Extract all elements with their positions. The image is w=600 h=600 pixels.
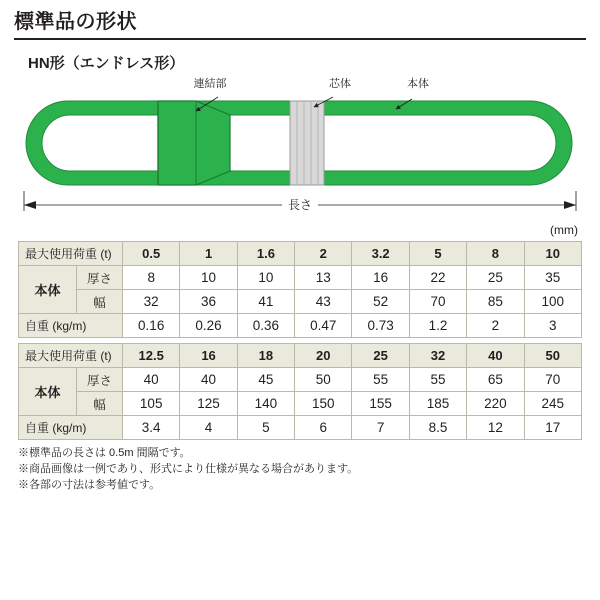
weight-cell: 0.26 bbox=[180, 314, 237, 338]
thickness-cell: 16 bbox=[352, 266, 409, 290]
table-row-capacity-2 bbox=[19, 344, 582, 368]
thickness-cell: 50 bbox=[295, 368, 352, 392]
capacity-header-2: 最大使用荷重 (t) bbox=[19, 344, 123, 368]
thickness-cell: 25 bbox=[467, 266, 524, 290]
capacity-cell: 50 bbox=[524, 344, 581, 368]
title-divider bbox=[14, 38, 586, 40]
capacity-cell: 2 bbox=[295, 242, 352, 266]
thickness-cell: 45 bbox=[237, 368, 294, 392]
core-band bbox=[290, 101, 324, 185]
section-subtitle: HN形（エンドレス形） bbox=[28, 55, 185, 72]
weight-cell: 0.16 bbox=[123, 314, 180, 338]
thickness-cell: 40 bbox=[123, 368, 180, 392]
weight-label-1: 自重 (kg/m) bbox=[19, 314, 123, 338]
width-cell: 36 bbox=[180, 290, 237, 314]
table-row-capacity-1 bbox=[19, 242, 582, 266]
footnote: ※各部の寸法は参考値です。 bbox=[18, 478, 161, 491]
thickness-cell: 22 bbox=[409, 266, 466, 290]
thickness-cell: 70 bbox=[524, 368, 581, 392]
weight-cell: 3 bbox=[524, 314, 581, 338]
table-row-thickness-1 bbox=[19, 266, 582, 290]
thickness-cell: 55 bbox=[409, 368, 466, 392]
label-length: 長さ bbox=[287, 198, 313, 212]
width-cell: 220 bbox=[467, 392, 524, 416]
footnote: ※標準品の長さは 0.5m 間隔です。 bbox=[18, 447, 191, 459]
thickness-cell: 8 bbox=[123, 266, 180, 290]
weight-label-2: 自重 (kg/m) bbox=[19, 416, 123, 440]
weight-cell: 0.73 bbox=[352, 314, 409, 338]
connector-sleeve bbox=[158, 101, 230, 185]
weight-cell: 3.4 bbox=[123, 416, 180, 440]
width-cell: 32 bbox=[123, 290, 180, 314]
width-cell: 245 bbox=[524, 392, 581, 416]
capacity-cell: 3.2 bbox=[352, 242, 409, 266]
weight-cell: 2 bbox=[467, 314, 524, 338]
thickness-label-1: 厚さ bbox=[77, 266, 123, 290]
weight-cell: 5 bbox=[237, 416, 294, 440]
page-title: 標準品の形状 bbox=[14, 11, 137, 33]
width-cell: 43 bbox=[295, 290, 352, 314]
table-row-weight-1 bbox=[19, 314, 582, 338]
width-cell: 150 bbox=[295, 392, 352, 416]
label-core: 芯体 bbox=[329, 78, 351, 90]
capacity-cell: 8 bbox=[467, 242, 524, 266]
capacity-cell: 5 bbox=[409, 242, 466, 266]
thickness-cell: 10 bbox=[180, 266, 237, 290]
thickness-cell: 35 bbox=[524, 266, 581, 290]
capacity-cell: 32 bbox=[409, 344, 466, 368]
table-row-weight-2 bbox=[19, 416, 582, 440]
capacity-cell: 10 bbox=[524, 242, 581, 266]
thickness-cell: 10 bbox=[237, 266, 294, 290]
weight-cell: 8.5 bbox=[409, 416, 466, 440]
label-body: 本体 bbox=[407, 78, 429, 90]
capacity-cell: 1 bbox=[180, 242, 237, 266]
body-label-1: 本体 bbox=[19, 266, 77, 314]
table-row-thickness-2 bbox=[19, 368, 582, 392]
capacity-cell: 1.6 bbox=[237, 242, 294, 266]
width-cell: 70 bbox=[409, 290, 466, 314]
capacity-cell: 25 bbox=[352, 344, 409, 368]
sling-diagram bbox=[0, 75, 600, 225]
unit-note: (mm) bbox=[550, 223, 578, 237]
spec-table-1 bbox=[18, 241, 582, 338]
width-cell: 125 bbox=[180, 392, 237, 416]
width-label-1: 幅 bbox=[77, 290, 123, 314]
width-label-2: 幅 bbox=[77, 392, 123, 416]
width-cell: 85 bbox=[467, 290, 524, 314]
weight-cell: 1.2 bbox=[409, 314, 466, 338]
table-row-width-2 bbox=[19, 392, 582, 416]
capacity-cell: 12.5 bbox=[123, 344, 180, 368]
weight-cell: 0.36 bbox=[237, 314, 294, 338]
thickness-cell: 13 bbox=[295, 266, 352, 290]
thickness-cell: 65 bbox=[467, 368, 524, 392]
weight-cell: 7 bbox=[352, 416, 409, 440]
capacity-cell: 20 bbox=[295, 344, 352, 368]
spec-table-2 bbox=[18, 343, 582, 440]
capacity-header-1: 最大使用荷重 (t) bbox=[19, 242, 123, 266]
width-cell: 41 bbox=[237, 290, 294, 314]
weight-cell: 6 bbox=[295, 416, 352, 440]
thickness-label-2: 厚さ bbox=[77, 368, 123, 392]
title-block bbox=[0, 0, 600, 40]
body-label-2: 本体 bbox=[19, 368, 77, 416]
footnotes bbox=[18, 446, 600, 494]
width-cell: 185 bbox=[409, 392, 466, 416]
width-cell: 100 bbox=[524, 290, 581, 314]
capacity-cell: 40 bbox=[467, 344, 524, 368]
width-cell: 52 bbox=[352, 290, 409, 314]
capacity-cell: 16 bbox=[180, 344, 237, 368]
width-cell: 140 bbox=[237, 392, 294, 416]
spec-tables bbox=[0, 237, 600, 440]
weight-cell: 12 bbox=[467, 416, 524, 440]
capacity-cell: 0.5 bbox=[123, 242, 180, 266]
thickness-cell: 40 bbox=[180, 368, 237, 392]
thickness-cell: 55 bbox=[352, 368, 409, 392]
width-cell: 155 bbox=[352, 392, 409, 416]
footnote: ※商品画像は一例であり、形式により仕様が異なる場合があります。 bbox=[18, 462, 359, 475]
weight-cell: 4 bbox=[180, 416, 237, 440]
weight-cell: 0.47 bbox=[295, 314, 352, 338]
table-row-width-1 bbox=[19, 290, 582, 314]
label-connector: 連結部 bbox=[193, 78, 227, 90]
width-cell: 105 bbox=[123, 392, 180, 416]
weight-cell: 17 bbox=[524, 416, 581, 440]
capacity-cell: 18 bbox=[237, 344, 294, 368]
